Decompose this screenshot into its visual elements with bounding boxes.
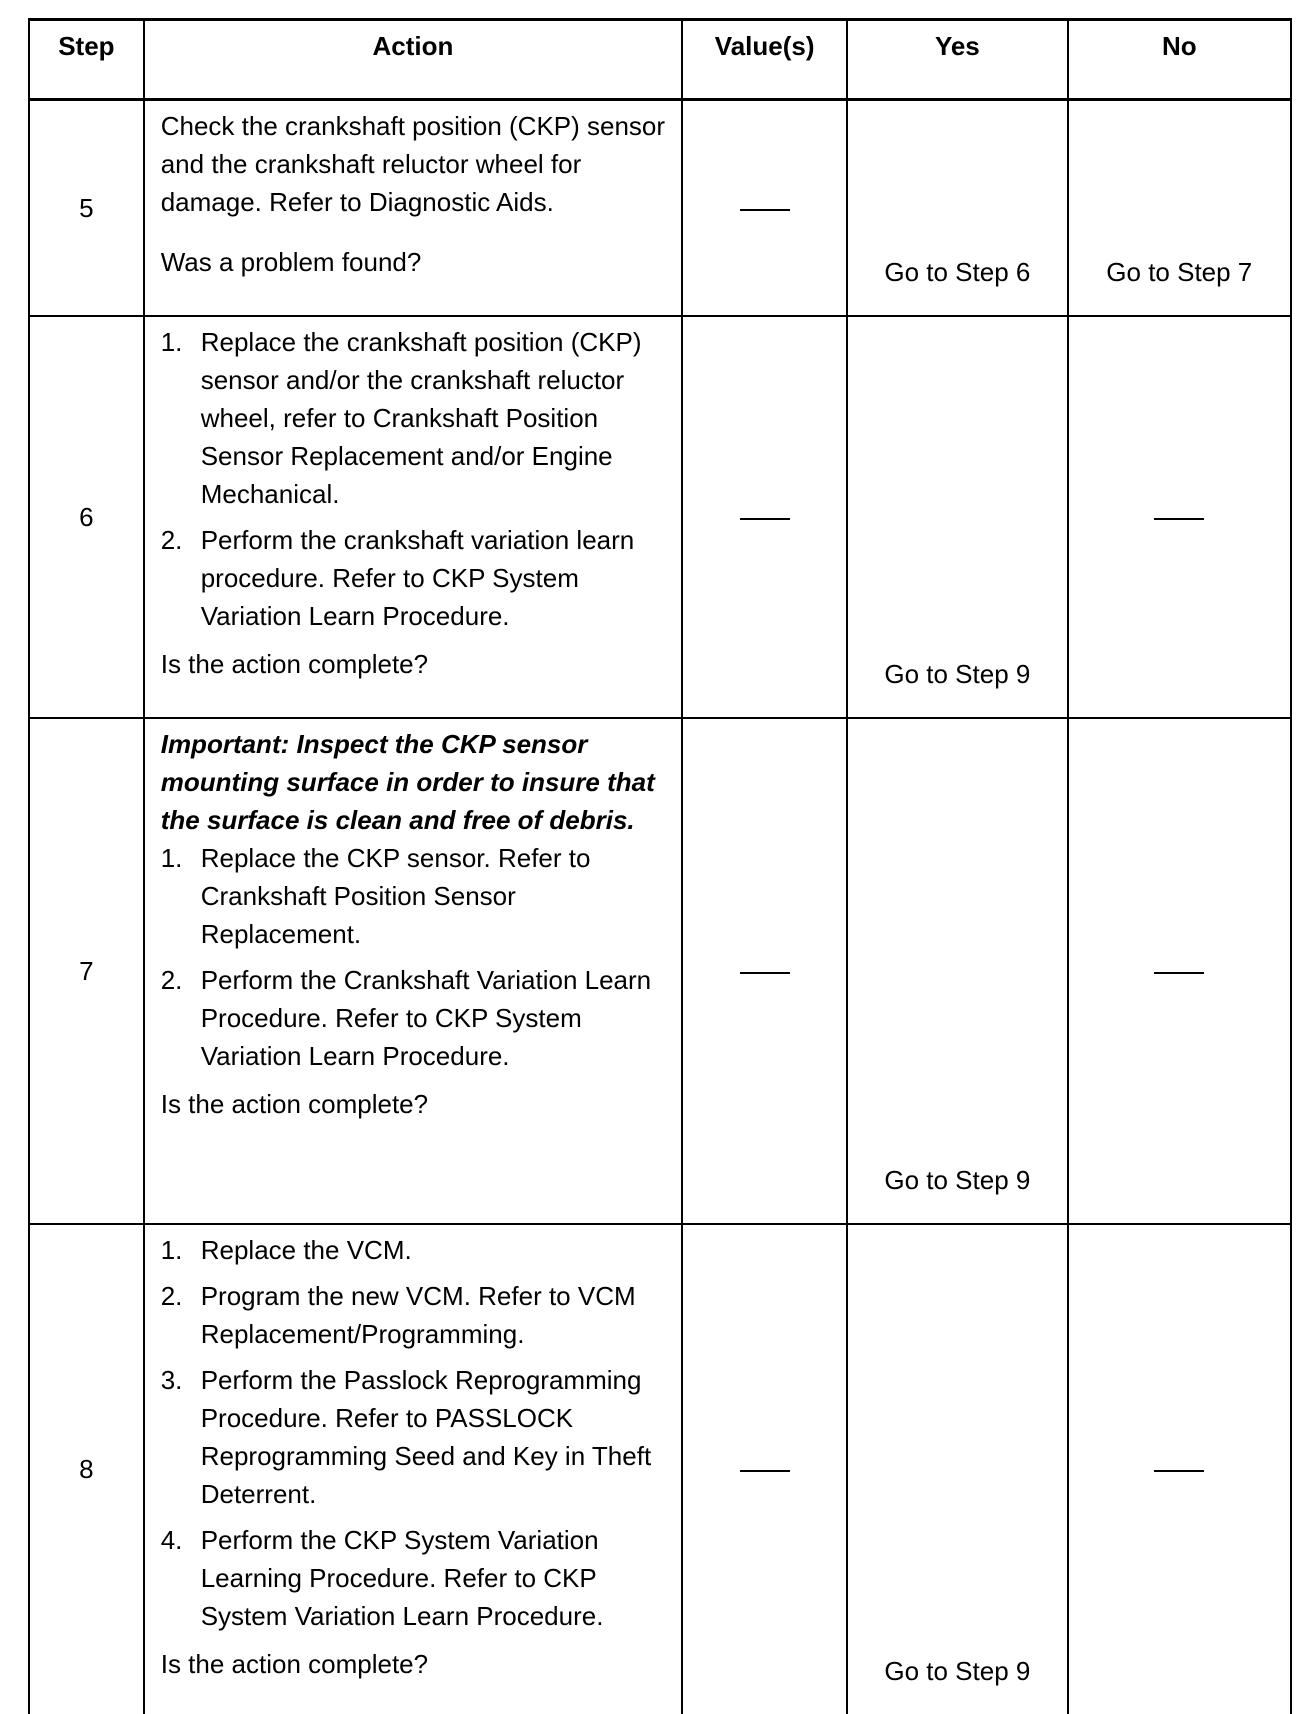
yes-cell: Go to Step 9 xyxy=(847,718,1067,1224)
action-text: Check the crankshaft position (CKP) sensor and the crankshaft reluctor wheel for damage. Refer to Diagnostic Aids. xyxy=(160,111,666,217)
action-cell xyxy=(144,316,682,718)
value-dash xyxy=(740,1470,790,1472)
no-dash xyxy=(1154,518,1204,520)
diagnostic-table xyxy=(28,18,1292,1714)
no-dash xyxy=(1154,1470,1204,1472)
value-cell xyxy=(682,1224,847,1714)
value-cell xyxy=(682,316,847,718)
header-yes: Yes xyxy=(847,20,1067,100)
action-steps xyxy=(161,839,669,1075)
header-row xyxy=(29,20,1291,100)
step-number: 8 xyxy=(29,1224,144,1714)
action-steps xyxy=(161,1231,669,1635)
header-action: Action xyxy=(144,20,682,100)
header-no: No xyxy=(1068,20,1291,100)
action-cell xyxy=(144,100,682,316)
value-cell xyxy=(682,100,847,316)
yes-cell: Go to Step 9 xyxy=(847,1224,1067,1714)
table-row-step-5 xyxy=(29,100,1291,316)
action-question: Is the action complete? xyxy=(160,1648,429,1679)
action-question: Is the action complete? xyxy=(160,1088,429,1119)
action-step-item: 2. Program the new VCM. Refer to VCM Replacement/Programming. xyxy=(160,1280,636,1349)
table-row-step-7 xyxy=(29,718,1291,1224)
action-step-item: 2. Perform the Crankshaft Variation Learn Procedure. Refer to CKP System Variation Learn Procedure. xyxy=(160,964,652,1071)
table-row-step-8 xyxy=(29,1224,1291,1714)
action-step-item: 3. Perform the Passlock Reprogramming Procedure. Refer to PASSLOCK Reprogramming Seed and Key in Theft Deterrent. xyxy=(160,1364,652,1509)
no-cell xyxy=(1068,718,1291,1224)
header-step: Step xyxy=(29,20,144,100)
action-step-item: 2. Perform the crankshaft variation learn procedure. Refer to CKP System Variation Learn Procedure. xyxy=(160,524,635,631)
action-question: Is the action complete? xyxy=(160,648,429,679)
value-dash xyxy=(740,972,790,974)
table-row-step-6 xyxy=(29,316,1291,718)
value-dash xyxy=(740,209,790,211)
value-dash xyxy=(740,518,790,520)
action-cell xyxy=(144,718,682,1224)
action-cell xyxy=(144,1224,682,1714)
step-number: 5 xyxy=(29,100,144,316)
important-note: Important: Inspect the CKP sensor mounting surface in order to insure that the surface is clean and free of debris. xyxy=(160,728,655,835)
action-step-item: 1. Replace the CKP sensor. Refer to Crankshaft Position Sensor Replacement. xyxy=(160,842,591,949)
step-number: 7 xyxy=(29,718,144,1224)
no-cell: Go to Step 7 xyxy=(1068,100,1291,316)
value-cell xyxy=(682,718,847,1224)
action-steps xyxy=(161,323,669,635)
no-cell xyxy=(1068,1224,1291,1714)
step-number: 6 xyxy=(29,316,144,718)
action-step-item: 4. Perform the CKP System Variation Learning Procedure. Refer to CKP System Variation Learn Procedure. xyxy=(160,1524,604,1631)
action-step-item: 1. Replace the crankshaft position (CKP) sensor and/or the crankshaft reluctor wheel, refer to Crankshaft Position Sensor Replacement and/or Engine Mechanical. xyxy=(160,326,642,509)
action-question: Was a problem found? xyxy=(160,247,422,277)
yes-cell: Go to Step 9 xyxy=(847,316,1067,718)
yes-cell: Go to Step 6 xyxy=(847,100,1067,316)
action-step-item: 1. Replace the VCM. xyxy=(160,1234,412,1265)
header-values: Value(s) xyxy=(682,20,847,100)
no-dash xyxy=(1154,972,1204,974)
no-cell xyxy=(1068,316,1291,718)
